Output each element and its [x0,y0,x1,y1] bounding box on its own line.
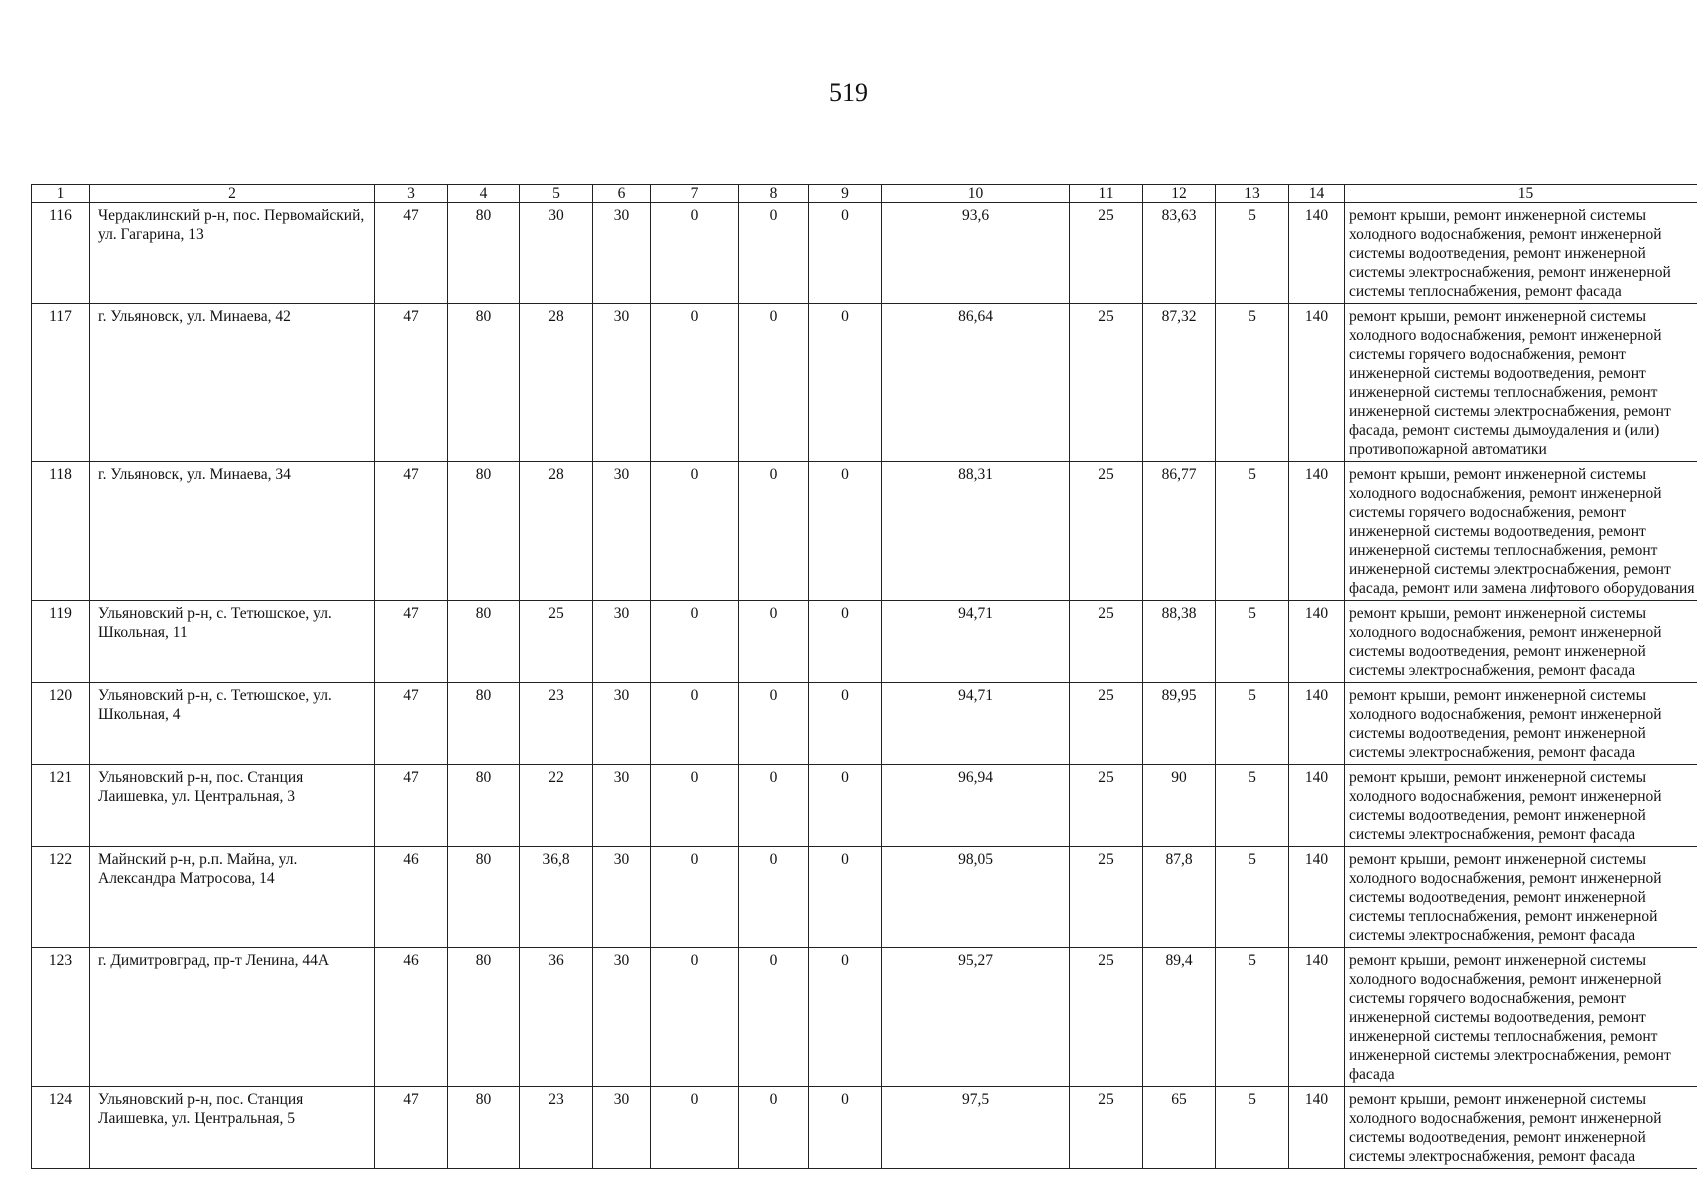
column-header: 6 [593,185,651,203]
value-cell: 0 [739,462,809,601]
value-cell: 0 [739,304,809,462]
column-header: 11 [1070,185,1143,203]
value-cell: 90 [1143,765,1216,847]
value-cell: 30 [593,1087,651,1169]
works-cell: ремонт крыши, ремонт инженерной системы холодного водоснабжения, ремонт инженерной системы водоотведения, ремонт инженерной системы электроснабжения, ремонт фасада [1345,683,1697,765]
address-cell: Чердаклинский р-н, пос. Первомайский, ул. Гагарина, 13 [90,203,375,304]
address-cell: Ульяновский р-н, пос. Станция Лаишевка, ул. Центральная, 3 [90,765,375,847]
value-cell: 0 [809,601,882,683]
value-cell: 95,27 [882,948,1070,1087]
value-cell: 47 [375,203,448,304]
value-cell: 0 [651,847,739,948]
value-cell: 25 [1070,765,1143,847]
column-header: 12 [1143,185,1216,203]
value-cell: 30 [593,203,651,304]
column-header: 4 [448,185,520,203]
value-cell: 89,95 [1143,683,1216,765]
column-header: 8 [739,185,809,203]
value-cell: 28 [520,462,593,601]
value-cell: 36 [520,948,593,1087]
value-cell: 0 [809,683,882,765]
table-row [32,948,1697,1087]
value-cell: 5 [1216,601,1289,683]
value-cell: 140 [1289,203,1345,304]
value-cell: 97,5 [882,1087,1070,1169]
value-cell: 23 [520,683,593,765]
row-number: 123 [32,948,90,1087]
value-cell: 47 [375,1087,448,1169]
value-cell: 30 [593,304,651,462]
value-cell: 30 [593,683,651,765]
column-header: 10 [882,185,1070,203]
value-cell: 47 [375,462,448,601]
value-cell: 0 [809,1087,882,1169]
value-cell: 47 [375,601,448,683]
value-cell: 28 [520,304,593,462]
value-cell: 94,71 [882,683,1070,765]
value-cell: 25 [1070,1087,1143,1169]
table-row [32,304,1697,462]
value-cell: 0 [651,462,739,601]
works-cell: ремонт крыши, ремонт инженерной системы холодного водоснабжения, ремонт инженерной системы водоотведения, ремонт инженерной системы электроснабжения, ремонт фасада [1345,1087,1697,1169]
address-cell: Ульяновский р-н, с. Тетюшское, ул. Школьная, 11 [90,601,375,683]
value-cell: 0 [739,765,809,847]
address-cell: Ульяновский р-н, с. Тетюшское, ул. Школьная, 4 [90,683,375,765]
value-cell: 86,64 [882,304,1070,462]
column-header: 13 [1216,185,1289,203]
value-cell: 0 [739,948,809,1087]
works-cell: ремонт крыши, ремонт инженерной системы холодного водоснабжения, ремонт инженерной системы водоотведения, ремонт инженерной системы теплоснабжения, ремонт инженерной системы электроснабжения, ремонт фасада [1345,847,1697,948]
row-number: 117 [32,304,90,462]
value-cell: 0 [651,304,739,462]
value-cell: 140 [1289,683,1345,765]
value-cell: 0 [809,847,882,948]
value-cell: 0 [651,948,739,1087]
table-row [32,847,1697,948]
column-header: 14 [1289,185,1345,203]
value-cell: 80 [448,683,520,765]
value-cell: 93,6 [882,203,1070,304]
value-cell: 0 [739,203,809,304]
value-cell: 47 [375,304,448,462]
value-cell: 5 [1216,683,1289,765]
value-cell: 0 [651,203,739,304]
value-cell: 5 [1216,847,1289,948]
column-header: 7 [651,185,739,203]
value-cell: 46 [375,847,448,948]
works-cell: ремонт крыши, ремонт инженерной системы холодного водоснабжения, ремонт инженерной системы водоотведения, ремонт инженерной системы электроснабжения, ремонт инженерной системы теплоснабжения, ремонт фасада [1345,203,1697,304]
value-cell: 30 [593,462,651,601]
value-cell: 25 [1070,462,1143,601]
value-cell: 140 [1289,304,1345,462]
value-cell: 0 [809,304,882,462]
works-cell: ремонт крыши, ремонт инженерной системы холодного водоснабжения, ремонт инженерной системы водоотведения, ремонт инженерной системы электроснабжения, ремонт фасада [1345,601,1697,683]
works-cell: ремонт крыши, ремонт инженерной системы холодного водоснабжения, ремонт инженерной системы горячего водоснабжения, ремонт инженерной системы водоотведения, ремонт инженерной системы теплоснабжения, ремонт инженерной системы электроснабжения, ремонт фасада, ремонт или замена лифтового оборудования [1345,462,1697,601]
value-cell: 80 [448,304,520,462]
value-cell: 80 [448,1087,520,1169]
column-header: 1 [32,185,90,203]
value-cell: 25 [520,601,593,683]
value-cell: 140 [1289,1087,1345,1169]
value-cell: 47 [375,683,448,765]
address-cell: г. Димитровград, пр-т Ленина, 44А [90,948,375,1087]
value-cell: 0 [651,1087,739,1169]
value-cell: 30 [593,765,651,847]
value-cell: 0 [809,948,882,1087]
value-cell: 5 [1216,462,1289,601]
table-row [32,601,1697,683]
value-cell: 80 [448,847,520,948]
value-cell: 83,63 [1143,203,1216,304]
value-cell: 87,32 [1143,304,1216,462]
value-cell: 25 [1070,203,1143,304]
value-cell: 0 [651,765,739,847]
address-cell: Майнский р-н, р.п. Майна, ул. Александра Матросова, 14 [90,847,375,948]
value-cell: 5 [1216,765,1289,847]
column-header: 9 [809,185,882,203]
table-row [32,683,1697,765]
value-cell: 140 [1289,847,1345,948]
row-number: 116 [32,203,90,304]
value-cell: 80 [448,765,520,847]
row-number: 121 [32,765,90,847]
column-header: 15 [1345,185,1697,203]
address-cell: г. Ульяновск, ул. Минаева, 42 [90,304,375,462]
column-header: 5 [520,185,593,203]
value-cell: 80 [448,948,520,1087]
value-cell: 25 [1070,948,1143,1087]
value-cell: 0 [809,765,882,847]
value-cell: 87,8 [1143,847,1216,948]
value-cell: 88,31 [882,462,1070,601]
value-cell: 0 [651,683,739,765]
value-cell: 30 [593,847,651,948]
value-cell: 80 [448,462,520,601]
value-cell: 140 [1289,601,1345,683]
value-cell: 65 [1143,1087,1216,1169]
value-cell: 0 [739,683,809,765]
value-cell: 0 [739,601,809,683]
value-cell: 0 [739,847,809,948]
value-cell: 5 [1216,304,1289,462]
value-cell: 86,77 [1143,462,1216,601]
table-row [32,462,1697,601]
value-cell: 88,38 [1143,601,1216,683]
value-cell: 140 [1289,948,1345,1087]
column-header: 3 [375,185,448,203]
value-cell: 96,94 [882,765,1070,847]
value-cell: 25 [1070,683,1143,765]
value-cell: 25 [1070,601,1143,683]
header-row [32,185,1697,203]
row-number: 119 [32,601,90,683]
value-cell: 94,71 [882,601,1070,683]
value-cell: 25 [1070,847,1143,948]
value-cell: 89,4 [1143,948,1216,1087]
table-row [32,1087,1697,1169]
column-header: 2 [90,185,375,203]
table-row [32,203,1697,304]
works-cell: ремонт крыши, ремонт инженерной системы холодного водоснабжения, ремонт инженерной системы водоотведения, ремонт инженерной системы электроснабжения, ремонт фасада [1345,765,1697,847]
row-number: 124 [32,1087,90,1169]
value-cell: 30 [520,203,593,304]
value-cell: 22 [520,765,593,847]
value-cell: 0 [809,462,882,601]
value-cell: 140 [1289,462,1345,601]
address-cell: Ульяновский р-н, пос. Станция Лаишевка, ул. Центральная, 5 [90,1087,375,1169]
value-cell: 5 [1216,1087,1289,1169]
works-cell: ремонт крыши, ремонт инженерной системы холодного водоснабжения, ремонт инженерной системы горячего водоснабжения, ремонт инженерной системы водоотведения, ремонт инженерной системы теплоснабжения, ремонт инженерной системы электроснабжения, ремонт фасада [1345,948,1697,1087]
value-cell: 140 [1289,765,1345,847]
value-cell: 0 [651,601,739,683]
row-number: 118 [32,462,90,601]
value-cell: 0 [739,1087,809,1169]
value-cell: 36,8 [520,847,593,948]
row-number: 120 [32,683,90,765]
address-cell: г. Ульяновск, ул. Минаева, 34 [90,462,375,601]
value-cell: 46 [375,948,448,1087]
value-cell: 30 [593,601,651,683]
value-cell: 5 [1216,203,1289,304]
value-cell: 80 [448,203,520,304]
value-cell: 25 [1070,304,1143,462]
page-number: 519 [829,78,868,107]
value-cell: 5 [1216,948,1289,1087]
value-cell: 30 [593,948,651,1087]
value-cell: 23 [520,1087,593,1169]
value-cell: 98,05 [882,847,1070,948]
value-cell: 47 [375,765,448,847]
registry-table [31,184,1697,1169]
table-row [32,765,1697,847]
value-cell: 0 [809,203,882,304]
works-cell: ремонт крыши, ремонт инженерной системы холодного водоснабжения, ремонт инженерной системы горячего водоснабжения, ремонт инженерной системы водоотведения, ремонт инженерной системы теплоснабжения, ремонт инженерной системы электроснабжения, ремонт фасада, ремонт системы дымоудаления и (или) противопожарной автоматики [1345,304,1697,462]
row-number: 122 [32,847,90,948]
value-cell: 80 [448,601,520,683]
